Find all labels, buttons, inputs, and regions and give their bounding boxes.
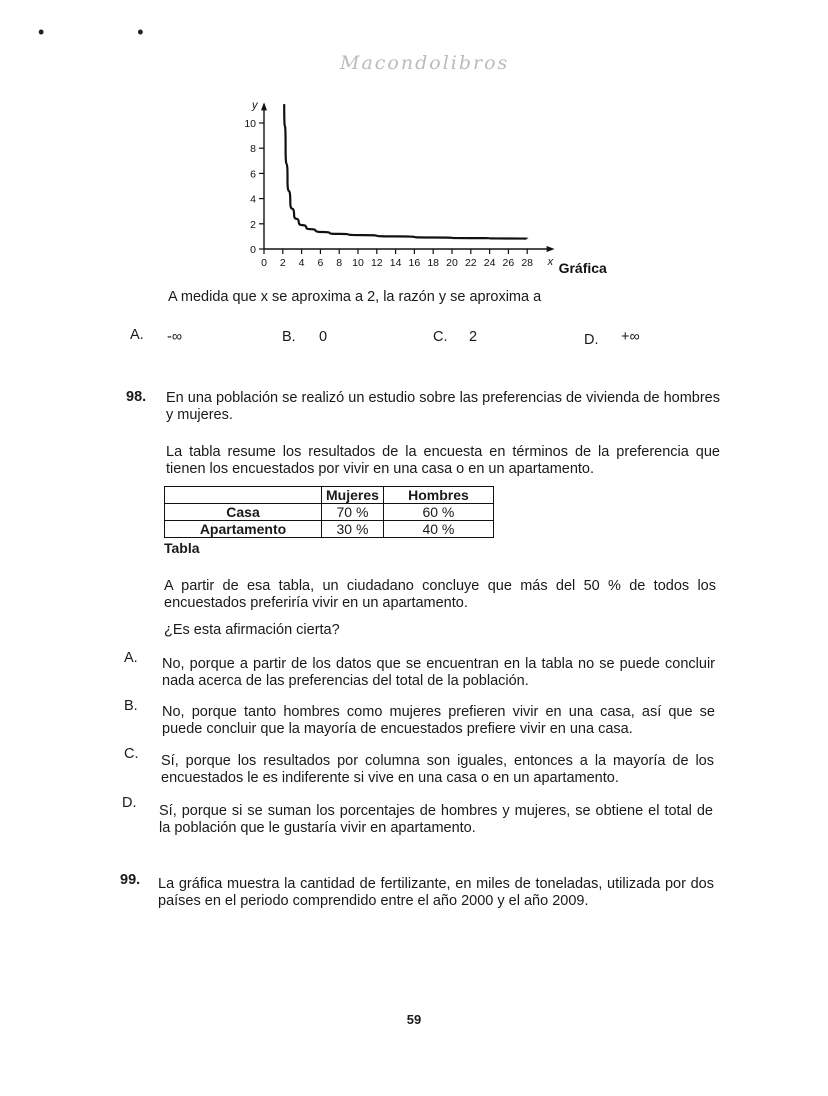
function-curve (284, 104, 527, 239)
y-ticks (244, 118, 264, 256)
table-cell: 30 % (322, 521, 384, 538)
x-tick-label: 12 (370, 257, 383, 269)
q98-option-b-letter: B. (124, 698, 138, 714)
table-row-label: Casa (165, 504, 322, 521)
q97-option-c-letter: C. (433, 329, 448, 345)
x-ticks (261, 249, 533, 269)
y-tick-label: 8 (250, 143, 256, 156)
q98-option-c-letter: C. (124, 746, 139, 762)
table-row (165, 504, 494, 521)
q98-number: 98. (126, 389, 147, 405)
preferences-table (164, 486, 494, 538)
y-tick-label: 4 (250, 193, 256, 206)
x-tick-label: 8 (336, 257, 343, 269)
x-tick-label: 0 (261, 257, 267, 269)
x-tick-label: 2 (279, 257, 286, 269)
q98-option-d-letter: D. (122, 795, 137, 811)
q97-option-a-text: -∞ (167, 329, 183, 345)
q97-option-a-letter: A. (130, 327, 144, 343)
x-tick-label: 28 (521, 257, 534, 269)
q97-option-b-text: 0 (319, 329, 328, 345)
table-corner (165, 487, 322, 504)
q97-option-c-text: 2 (469, 329, 478, 345)
x-tick-label: 20 (446, 257, 458, 269)
y-tick-label: 10 (244, 118, 256, 130)
table-header-hombres: Hombres (383, 487, 493, 504)
x-axis-arrow (547, 246, 555, 252)
function-graph (238, 86, 618, 286)
y-axis-label: y (252, 99, 258, 112)
q97-option-b-letter: B. (282, 329, 296, 345)
q98-option-d-text: Sí, porque si se suman los porcentajes de hombres y mujeres, se obtiene el total de la población que le gustaría vivir en apartamento. (159, 803, 713, 836)
x-tick-label: 4 (298, 257, 305, 269)
x-tick-label: 16 (408, 257, 421, 269)
q98-option-c-text: Sí, porque los resultados por columna son iguales, entonces a la mayoría de los encuestados le es indiferente si vive en una casa o en un apartamento. (161, 753, 714, 786)
table-caption: Tabla (164, 540, 200, 556)
q98-table-intro: La tabla resume los resultados de la encuesta en términos de la preferencia que tienen los encuestados por vivir en una casa o en un apartamento. (166, 444, 720, 477)
x-axis-label: x (547, 256, 554, 268)
graph-title: Gráfica (558, 260, 607, 276)
y-tick-label: 6 (250, 168, 256, 181)
q99-text: La gráfica muestra la cantidad de fertilizante, en miles de toneladas, utilizada por dos países en el periodo comprendido entre el año 2000 y el año 2009. (158, 876, 714, 909)
q99-number: 99. (120, 872, 141, 888)
table-cell: 60 % (383, 504, 493, 521)
y-tick-label: 0 (250, 244, 256, 256)
table-row-label: Apartamento (165, 521, 322, 538)
scan-dots: • • (38, 22, 188, 42)
x-tick-label: 26 (502, 257, 515, 269)
q98-option-a-letter: A. (124, 650, 138, 666)
y-axis-arrow (261, 102, 267, 110)
table-header-mujeres: Mujeres (322, 487, 384, 504)
q98-intro: En una población se realizó un estudio sobre las preferencias de vivienda de hombres y mujeres. (166, 390, 720, 423)
q98-option-a-text: No, porque a partir de los datos que se encuentran en la tabla no se puede concluir nada acerca de las preferencias del total de la población. (162, 656, 715, 689)
x-tick-label: 6 (317, 257, 324, 269)
page-number: 59 (406, 1012, 422, 1027)
x-tick-label: 24 (483, 257, 496, 269)
q98-conclusion: A partir de esa tabla, un ciudadano concluye que más del 50 % de todos los encuestados preferiría vivir en un apartamento. (164, 578, 716, 611)
table-row (165, 521, 494, 538)
q97-stem: A medida que x se aproxima a 2, la razón y se aproxima a (168, 289, 542, 305)
table-cell: 40 % (383, 521, 493, 538)
q97-option-d-text: +∞ (621, 329, 640, 345)
x-tick-label: 10 (352, 257, 364, 269)
x-tick-label: 22 (464, 257, 477, 269)
x-tick-label: 14 (389, 257, 402, 269)
y-tick-label: 2 (250, 218, 256, 231)
q98-option-b-text: No, porque tanto hombres como mujeres prefieren vivir en una casa, así que se puede concluir que la mayoría de encuestados prefiere vivir en una casa. (162, 704, 715, 737)
watermark: Macondolibros (340, 52, 510, 74)
table-row (165, 487, 494, 504)
q98-question: ¿Es esta afirmación cierta? (164, 622, 340, 638)
graph-axes (261, 102, 555, 252)
table-cell: 70 % (322, 504, 384, 521)
q97-option-d-letter: D. (584, 332, 599, 348)
x-tick-label: 18 (427, 257, 440, 269)
